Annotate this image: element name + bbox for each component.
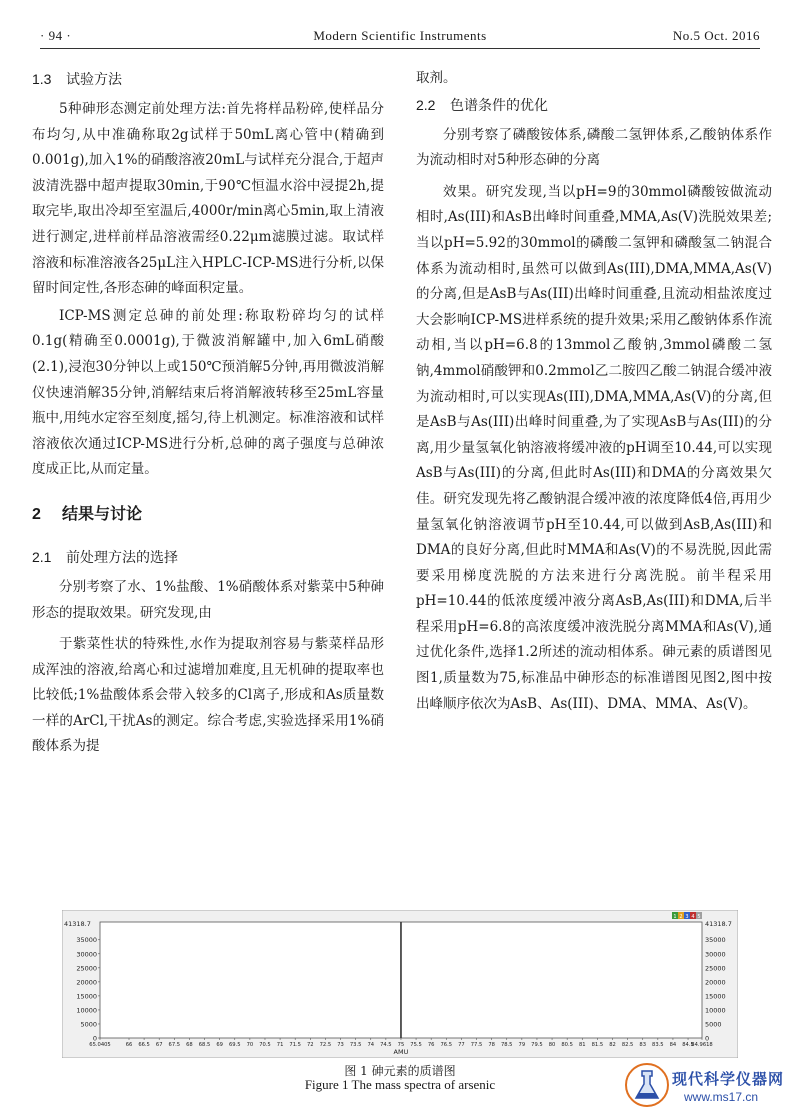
legend-number: 2 (679, 914, 683, 920)
x-tick-label: 70.5 (259, 1042, 271, 1048)
y-axis-top-label-right: 41318.7 (705, 920, 732, 928)
journal-name: Modern Scientific Instruments (313, 28, 487, 43)
section-heading-1-3 (32, 66, 384, 93)
x-tick-label: 76 (427, 1042, 435, 1048)
x-tick-label: 68.5 (198, 1042, 211, 1048)
x-tick-label: 66.5 (138, 1042, 150, 1048)
x-tick-label: 73 (337, 1042, 344, 1048)
x-tick-label: 69.5 (228, 1042, 241, 1048)
y-tick-label: 20000 (76, 978, 97, 987)
x-tick-label: 84 (669, 1042, 677, 1048)
x-tick-label: 77.5 (470, 1042, 483, 1048)
y-tick-label-right: 15000 (705, 992, 726, 1001)
x-tick-label: 75 (397, 1042, 405, 1048)
x-tick-label: 68 (186, 1042, 193, 1048)
y-tick-label-right: 0 (705, 1034, 710, 1043)
y-tick-label: 5000 (80, 1020, 97, 1029)
x-tick-label: 80 (548, 1042, 556, 1048)
x-tick-label: 81.5 (591, 1042, 604, 1048)
figure-caption-zh: 图 1 砷元素的质谱图 (344, 1064, 456, 1078)
watermark-title: 现代科学仪器网 (672, 1070, 785, 1088)
y-tick-label: 10000 (76, 1006, 97, 1015)
paragraph: 于紫菜性状的特殊性,水作为提取剂容易与紫菜样品形成浑浊的溶液,给离心和过滤增加难度,且无机砷的提取率也比较低;1%盐酸体系会带入较多的Cl离子,形成和As质量数一样的ArCl,干扰As的测定。综合考虑,实验选择采用1%硝酸体系为提 (32, 636, 384, 755)
mass-spectrum-chart (62, 910, 738, 1058)
x-tick-label: 72.5 (319, 1042, 332, 1048)
x-tick-label: 79.5 (531, 1042, 543, 1048)
section-title: 结果与讨论 (62, 503, 143, 523)
y-tick-label: 25000 (76, 964, 97, 973)
x-tick-label: 83 (639, 1042, 647, 1048)
paragraph: 效果。研究发现,当以pH=9的30mmol磷酸铵做流动相时,As(III)和AsB出峰时间重叠,MMA,As(V)洗脱效果差;当以pH=5.92的30mmol的磷酸二氢钾和磷酸氢二钠混合体系为流动相时,虽然可以做到As(III),DMA,MMA,As(V)的分离,但是AsB与As(III)出峰时间重叠,且流动相盐浓度过大会影响ICP-MS进样系统的提升效果;采用乙酸钠体系作流动相,当以pH=6.8的13mmol乙酸钠,3mmol磷酸二氢钠,4mmol硝酸钾和0.2mmol乙二胺四乙酸二钠混合缓冲液为流动相时,可以实现As(III),DMA,MMA,As(V)的分离,但是AsB与As(III)出峰时间重叠,为了实现AsB与As(III)的分离,用少量氢氧化钠溶液将缓冲液的pH调至10.44,可以实现AsB与As(III)的分离,但此时As(III)和DMA的分离效果欠佳。研究发现先将乙酸钠混合缓冲液的浓度降低4倍,再用少量氢氧化钠溶液调节pH至10.44,可以做到AsB,As(III)和DMA的良好分离,但此时MMA和As(V)的不易洗脱,因此需要采用梯度洗脱的方法来进行分离洗脱。前半程采用pH=10.44的低浓度缓冲液分离AsB,As(III)和DMA,后半程采用pH=6.8的高浓度缓冲液洗脱分离MMA和As(V),通过优化条件,选择1.2所述的流动相体系。砷元素的质谱图见图1,质量数为75,标准品中砷形态的标准谱图见图2,图中按出峰顺序依次为AsB、As(III)、DMA、MMA、As(V)。 (416, 183, 772, 712)
section-heading-2-1 (32, 544, 384, 571)
x-tick-label: 67 (155, 1042, 163, 1048)
y-tick-label-right: 30000 (705, 950, 726, 959)
x-tick-label: 74 (367, 1042, 375, 1048)
paragraph: 分别考察了水、1%盐酸、1%硝酸体系对紫菜中5种砷形态的提取效果。研究发现,由 (32, 578, 384, 621)
y-tick-label: 35000 (76, 936, 97, 945)
y-tick-label-right: 35000 (705, 936, 726, 945)
paragraph: ICP-MS测定总砷的前处理:称取粉碎均匀的试样0.1g(精确至0.0001g),于微波消解罐中,加入6mL硝酸(2.1),浸泡30分钟以上或150℃预消解5分钟,再用微波消解仪快速消解35分钟,消解结束后将消解液转移至25mL容量瓶中,用纯水定容至刻度,摇匀,待上机测定。标准溶液和试样溶液依次通过ICP-MS进行分析,总砷的离子强度与总砷浓度成正比,从而定量。 (32, 307, 384, 478)
x-tick-label: 81 (578, 1042, 586, 1048)
section-number: 2.1 (32, 548, 52, 565)
right-column (416, 66, 772, 717)
paragraph: 5种砷形态测定前处理方法:首先将样品粉碎,使样品分布均匀,从中准确称取2g试样于50mL离心管中(精确到0.001g),加入1%的硝酸溶液20mL与试样充分混合,于超声波清洗器中超声提取30min,于90℃恒温水浴中浸提2h,提取完毕,取出冷却至室温后,4000r/min离心5min,取上清液进行测定,进样前样品溶液需经0.22μm滤膜过滤。取试样溶液和标准溶液各25μL注入HPLC-ICP-MS进行分析,以保留时间定性,各形态砷的峰面积定量。 (32, 101, 384, 297)
paragraph: 分别考察了磷酸铵体系,磷酸二氢钾体系,乙酸钠体系作为流动相时对5种形态砷的分离 (416, 126, 772, 169)
y-tick-label-right: 20000 (705, 978, 726, 987)
x-axis-label: AMU (393, 1048, 409, 1056)
x-tick-label: 67.5 (168, 1042, 181, 1048)
x-tick-label: 65.0405 (89, 1042, 111, 1048)
page-number: · 94 · (40, 28, 72, 43)
watermark-url: www.ms17.cn (684, 1090, 759, 1104)
issue-info: No.5 Oct. 2016 (672, 28, 760, 43)
x-tick-label: 82 (609, 1042, 616, 1048)
left-column (32, 66, 384, 760)
y-tick-label-right: 10000 (705, 1006, 726, 1015)
running-header (40, 28, 760, 49)
x-tick-label: 84.9618 (691, 1042, 713, 1048)
x-tick-label: 70 (246, 1042, 254, 1048)
flask-logo-icon (624, 1062, 670, 1108)
x-tick-label: 73.5 (349, 1042, 362, 1048)
x-tick-label: 84.5 (682, 1042, 694, 1048)
section-heading-2-2 (416, 92, 772, 119)
section-title: 前处理方法的选择 (66, 549, 178, 566)
section-heading-2 (32, 501, 384, 528)
y-tick-label: 15000 (76, 992, 97, 1001)
x-tick-label: 71 (276, 1042, 284, 1048)
x-tick-label: 74.5 (380, 1042, 392, 1048)
x-tick-label: 66 (125, 1042, 133, 1048)
x-tick-label: 77 (458, 1042, 465, 1048)
x-tick-label: 78 (488, 1042, 495, 1048)
x-tick-label: 75.5 (410, 1042, 422, 1048)
x-tick-label: 82.5 (621, 1042, 634, 1048)
legend-number: 5 (697, 914, 701, 920)
x-tick-label: 80.5 (561, 1042, 573, 1048)
x-tick-label: 71.5 (289, 1042, 301, 1048)
legend-number: 3 (685, 914, 689, 920)
x-tick-label: 72 (307, 1042, 314, 1048)
y-axis-top-label: 41318.7 (64, 920, 91, 928)
y-tick-label: 0 (92, 1034, 97, 1043)
x-tick-label: 78.5 (500, 1042, 513, 1048)
y-tick-label-right: 25000 (705, 964, 726, 973)
x-tick-label: 76.5 (440, 1042, 453, 1048)
section-title: 色谱条件的优化 (450, 97, 548, 114)
x-tick-label: 79 (518, 1042, 526, 1048)
legend-number: 1 (673, 914, 677, 920)
x-tick-label: 69 (216, 1042, 223, 1048)
x-tick-label: 83.5 (652, 1042, 664, 1048)
y-tick-label-right: 5000 (705, 1020, 722, 1029)
y-tick-label: 30000 (76, 950, 97, 959)
section-title: 试验方法 (66, 72, 122, 88)
figure-caption-en: Figure 1 The mass spectra of arsenic (304, 1077, 496, 1092)
paragraph: 取剂。 (416, 70, 457, 86)
section-number: 2 (32, 505, 41, 523)
figure-1-mass-spectrum (62, 910, 738, 1058)
section-number: 1.3 (32, 71, 52, 87)
section-number: 2.2 (416, 96, 436, 113)
site-watermark (624, 1062, 800, 1112)
legend-number: 4 (691, 914, 695, 920)
